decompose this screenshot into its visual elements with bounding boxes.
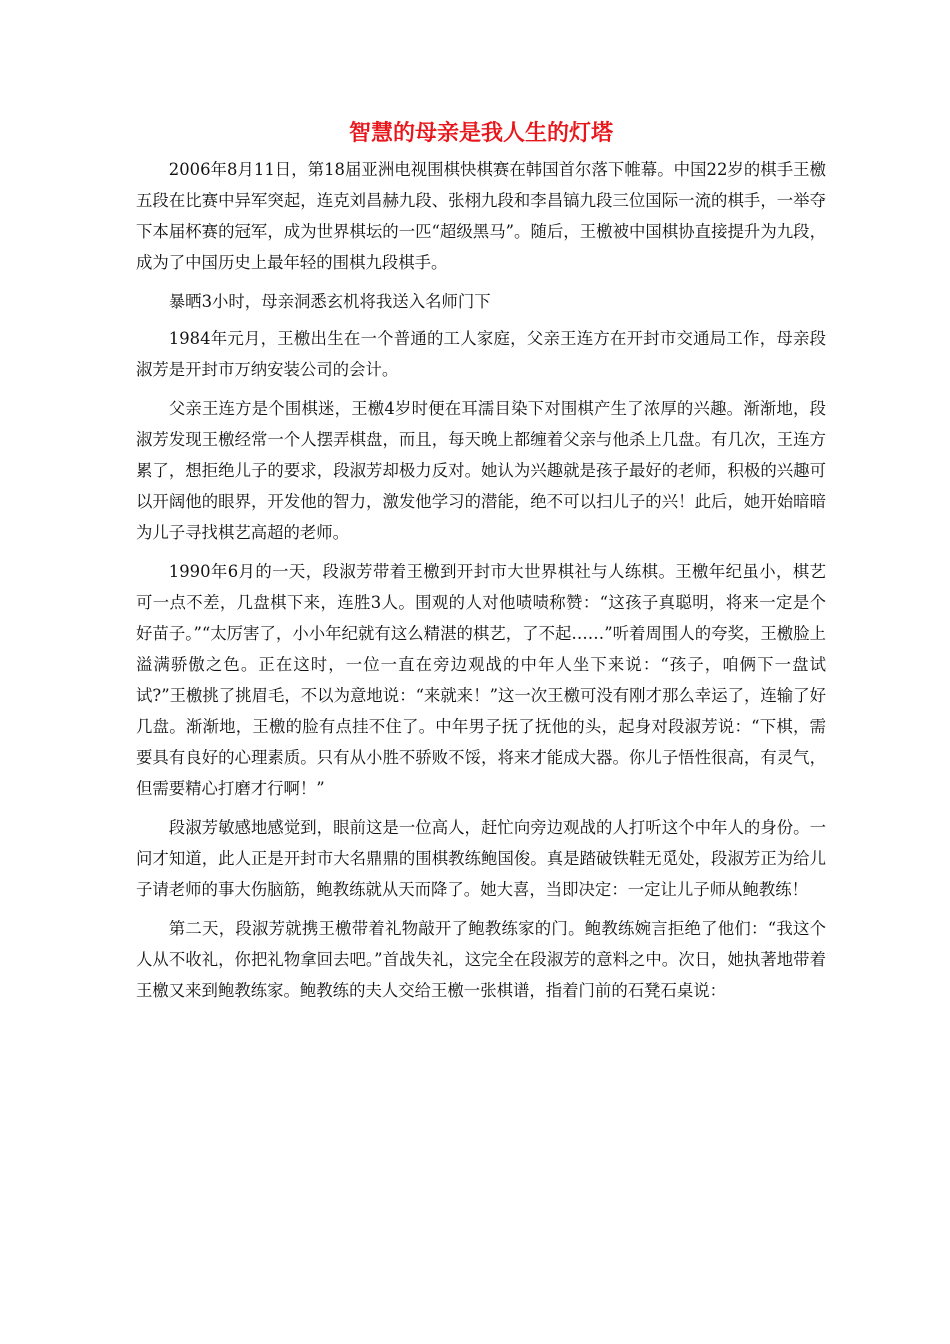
paragraph-coach: 段淑芳敏感地感觉到，眼前这是一位高人，赶忙向旁边观战的人打听这个中年人的身份。一问才知道，此人正是开封市大名鼎鼎的围棋教练鲍国俊。真是踏破铁鞋无觅处，段淑芳正为给儿子请老师的事大伤脑筋，鲍教练就从天而降了。她大喜，当即决定：一定让儿子师从鲍教练！ <box>136 818 826 899</box>
page-title: 智慧的母亲是我人生的灯塔 <box>348 121 613 146</box>
paragraph-birth: 1984年元月，王檄出生在一个普通的工人家庭，父亲王连方在开封市交通局工作，母亲段淑芳是开封市万纳安装公司的会计。 <box>136 329 826 379</box>
paragraph-visit: 第二天，段淑芳就携王檄带着礼物敲开了鲍教练家的门。鲍教练婉言拒绝了他们：“我这个人从不收礼，你把礼物拿回去吧。”首战失礼，这完全在段淑芳的意料之中。次日，她执著地带着王檄又来到鲍教练家。鲍教练的夫人交给王檄一张棋谱，指着门前的石凳石桌说： <box>136 919 826 1000</box>
paragraph-chess-club: 1990年6月的一天，段淑芳带着王檄到开封市大世界棋社与人练棋。王檄年纪虽小，棋艺可一点不差，几盘棋下来，连胜3人。围观的人对他啧啧称赞：“这孩子真聪明，将来一定是个好苗子。”“太厉害了，小小年纪就有这么精湛的棋艺，了不起……”听着周围人的夸奖，王檄脸上溢满骄傲之色。正在这时，一位一直在旁边观战的中年人坐下来说：“孩子，咱俩下一盘试试?”王檄挑了挑眉毛，不以为意地说：“来就来！”这一次王檄可没有刚才那么幸运了，连输了好几盘。渐渐地，王檄的脸有点挂不住了。中年男子抚了抚他的头，起身对段淑芳说：“下棋，需要具有良好的心理素质。只有从小胜不骄败不馁，将来才能成大器。你儿子悟性很高，有灵气，但需要精心打磨才行啊！” <box>136 562 826 798</box>
section-heading: 暴晒3小时，母亲洞悉玄机将我送入名师门下 <box>168 292 491 311</box>
paragraph-interest: 父亲王连方是个围棋迷，王檄4岁时便在耳濡目染下对围棋产生了浓厚的兴趣。渐渐地，段淑芳发现王檄经常一个人摆弄棋盘，而且，每天晚上都缠着父亲与他杀上几盘。有几次，王连方累了，想拒绝儿子的要求，段淑芳却极力反对。她认为兴趣就是孩子最好的老师，积极的兴趣可以开阔他的眼界，开发他的智力，激发他学习的潜能，绝不可以扫儿子的兴！此后，她开始暗暗为儿子寻找棋艺高超的老师。 <box>136 399 826 542</box>
paragraph-intro: 2006年8月11日，第18届亚洲电视围棋快棋赛在韩国首尔落下帷幕。中国22岁的棋手王檄五段在比赛中异军突起，连克刘昌赫九段、张栩九段和李昌镐九段三位国际一流的棋手，一举夺下本届杯赛的冠军，成为世界棋坛的一匹“超级黑马”。随后，王檄被中国棋协直接提升为九段，成为了中国历史上最年轻的围棋九段棋手。 <box>136 160 826 272</box>
document-page <box>136 120 826 1014</box>
